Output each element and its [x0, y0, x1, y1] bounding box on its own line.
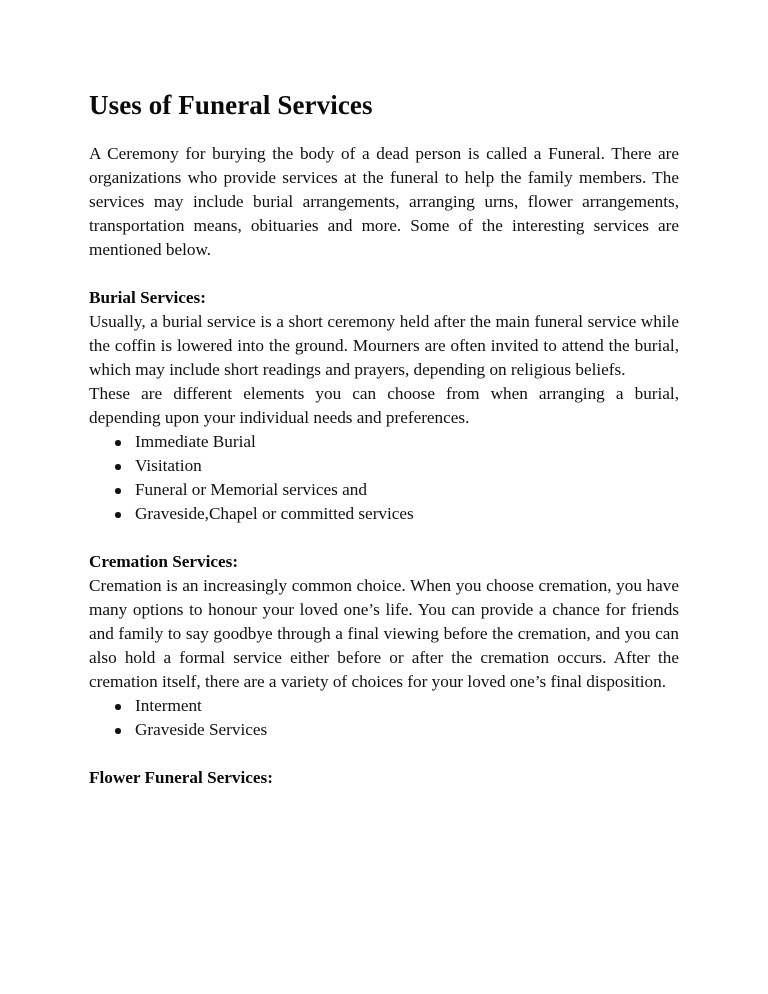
list-item	[89, 478, 679, 502]
section-gap-2	[89, 526, 679, 550]
bullet-dot-icon	[115, 704, 121, 710]
list-item-label: Interment	[135, 696, 202, 715]
list-item	[89, 694, 679, 718]
bullet-dot-icon	[115, 464, 121, 470]
list-item	[89, 430, 679, 454]
title-spacer	[89, 122, 679, 142]
burial-services-paragraph-2: These are different elements you can choose from when arranging a burial, depending upon your individual needs and preferences.	[89, 384, 679, 427]
section-gap-3	[89, 742, 679, 766]
list-item-label: Graveside Services	[135, 720, 268, 739]
intro-paragraph: A Ceremony for burying the body of a dead person is called a Funeral. There are organizations who provide services at the funeral to help the family members. The services may include burial arrangements, arranging urns, flower arrangements, transportation means, obituaries and more. Some of the interesting services are mentioned below.	[89, 144, 679, 259]
bullet-dot-icon	[115, 728, 121, 734]
list-item	[89, 454, 679, 478]
cremation-services-bullet-list	[89, 694, 679, 742]
list-item-label: Graveside,Chapel or committed services	[135, 504, 414, 523]
bullet-dot-icon	[115, 488, 121, 494]
section-heading-flower-funeral-services: Flower Funeral Services:	[89, 768, 273, 787]
document-content	[89, 88, 679, 790]
list-item-label: Immediate Burial	[135, 432, 256, 451]
bullet-dot-icon	[115, 512, 121, 518]
burial-services-paragraph-1: Usually, a burial service is a short ceremony held after the main funeral service while the coffin is lowered into the ground. Mourners are often invited to attend the burial, which may include short readings and prayers, depending on religious beliefs.	[89, 312, 679, 379]
section-gap-1	[89, 262, 679, 286]
burial-services-bullet-list	[89, 430, 679, 526]
cremation-services-paragraph-1: Cremation is an increasingly common choice. When you choose cremation, you have many options to honour your loved one’s life. You can provide a chance for friends and family to say goodbye through a final viewing before the cremation, and you can also hold a formal service either before or after the cremation occurs. After the cremation itself, there are a variety of choices for your loved one’s final disposition.	[89, 576, 679, 691]
list-item	[89, 718, 679, 742]
section-heading-cremation-services: Cremation Services:	[89, 552, 239, 571]
section-heading-burial-services: Burial Services:	[89, 288, 206, 307]
list-item-label: Visitation	[135, 456, 202, 475]
list-item	[89, 502, 679, 526]
list-item-label: Funeral or Memorial services and	[135, 480, 367, 499]
page-title: Uses of Funeral Services	[89, 90, 373, 120]
bullet-dot-icon	[115, 440, 121, 446]
